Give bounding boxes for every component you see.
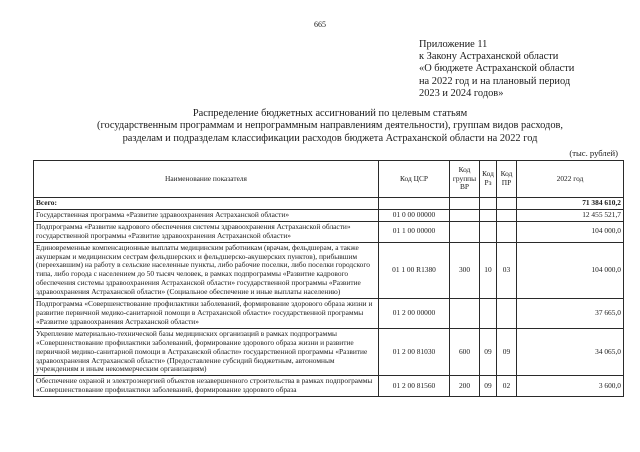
row-amount: 71 384 610,2: [517, 198, 624, 210]
row-amount: 34 065,0: [517, 328, 624, 376]
row-amount: 104 000,0: [517, 242, 624, 298]
table-row: [34, 198, 624, 210]
row-rz: [480, 209, 497, 221]
appendix-line: на 2022 год и на плановый период: [419, 75, 571, 87]
table-row: [34, 242, 624, 298]
table-header-row: [34, 161, 624, 198]
row-amount: 104 000,0: [517, 221, 624, 242]
row-csr: 01 1 00 R1380: [379, 242, 450, 298]
header-csr: Код ЦСР: [379, 161, 450, 198]
row-vr: [450, 198, 480, 210]
header-amount: 2022 год: [517, 161, 624, 198]
row-rz: [480, 221, 497, 242]
row-pr: 03: [497, 242, 517, 298]
row-csr: 01 1 00 00000: [379, 221, 450, 242]
row-rz: [480, 198, 497, 210]
table-row: [34, 376, 624, 397]
title-line: разделам и подразделам классификации расходов бюджета Астраханской области на 2022 год: [122, 132, 538, 144]
row-csr: 01 2 00 00000: [379, 299, 450, 329]
row-name: Укрепление материально-технической базы медицинских организаций в рамках подпрограммы «Совершенствование профилактики заболеваний, формирование здорового образа жизни и развитие первичной медико-санитарной помощи в Астраханской области» государственной программы «Развитие здравоохранения Астраханской области» (Предоставление субсидий бюджетным, автономным учреждениям и иным некоммерческим организациям): [34, 328, 379, 376]
row-name: Подпрограмма «Развитие кадрового обеспечения системы здравоохранения Астраханской области» государственной программы «Развитие здравоохранения Астраханской области»: [34, 221, 379, 242]
row-rz: [480, 299, 497, 329]
row-rz: 10: [480, 242, 497, 298]
document-title: [60, 108, 600, 145]
row-rz: 09: [480, 328, 497, 376]
row-amount: 3 600,0: [517, 376, 624, 397]
row-vr: 300: [450, 242, 480, 298]
row-name: Обеспечение охраной и электроэнергией объектов незавершенного строительства в рамках подпрограммы «Совершенствование профилактики заболеваний, формирование здорового образа: [34, 376, 379, 397]
row-pr: [497, 209, 517, 221]
row-csr: 01 2 00 81560: [379, 376, 450, 397]
appendix-header: [419, 39, 574, 100]
row-vr: [450, 299, 480, 329]
table-row: [34, 221, 624, 242]
appendix-line: Приложение 11: [419, 39, 488, 50]
header-vr: Код группы ВР: [450, 161, 480, 198]
row-amount: 37 665,0: [517, 299, 624, 329]
header-pr: Код ПР: [497, 161, 517, 198]
row-pr: 02: [497, 376, 517, 397]
appendix-line: «О бюджете Астраханской области: [419, 63, 575, 75]
header-name: Наименование показателя: [34, 161, 379, 198]
row-pr: 09: [497, 328, 517, 376]
row-name: Подпрограмма «Совершенствование профилактики заболеваний, формирование здорового образа жизни и развитие первичной медико-санитарной помощи в Астраханской области» государственной программы «Развитие здравоохранения Астраханской области»: [34, 299, 379, 329]
table-row: [34, 209, 624, 221]
row-pr: [497, 198, 517, 210]
row-pr: [497, 221, 517, 242]
units-label: (тыс. рублей): [569, 148, 618, 158]
row-csr: 01 0 00 00000: [379, 209, 450, 221]
row-name: Единовременные компенсационные выплаты медицинским работникам (врачам, фельдшерам, а также акушеркам и медицинским сестрам фельдшерских и фельдшерско-акушерских пунктов), прибывшим (переехавшим) на работу в сельские населенные пункты, либо рабочие поселки, либо поселки городского типа, либо города с населением до 50 тысяч человек, в рамках подпрограммы «Развитие кадрового обеспечения системы здравоохранения Астраханской области» государственной программы «Развитие здравоохранения Астраханской области» (Социальное обеспечение и иные выплаты населению): [34, 242, 379, 298]
budget-table: [33, 160, 624, 397]
row-name: Всего:: [34, 198, 379, 210]
row-vr: [450, 209, 480, 221]
row-amount: 12 455 521,7: [517, 209, 624, 221]
title-line: Распределение бюджетных ассигнований по целевым статьям: [192, 108, 468, 119]
header-rz: Код Рз: [480, 161, 497, 198]
table-row: [34, 299, 624, 329]
appendix-line: к Закону Астраханской области: [419, 51, 559, 63]
row-vr: 600: [450, 328, 480, 376]
table-row: [34, 328, 624, 376]
row-csr: [379, 198, 450, 210]
row-name: Государственная программа «Развитие здравоохранения Астраханской области»: [34, 209, 379, 221]
title-line: (государственным программам и непрограммным направлениям деятельности), группам видов расходов,: [96, 120, 564, 132]
row-pr: [497, 299, 517, 329]
row-vr: [450, 221, 480, 242]
appendix-line: 2023 и 2024 годов»: [419, 87, 504, 99]
row-rz: 09: [480, 376, 497, 397]
page-number: 665: [314, 20, 326, 29]
row-csr: 01 2 00 81030: [379, 328, 450, 376]
row-vr: 200: [450, 376, 480, 397]
